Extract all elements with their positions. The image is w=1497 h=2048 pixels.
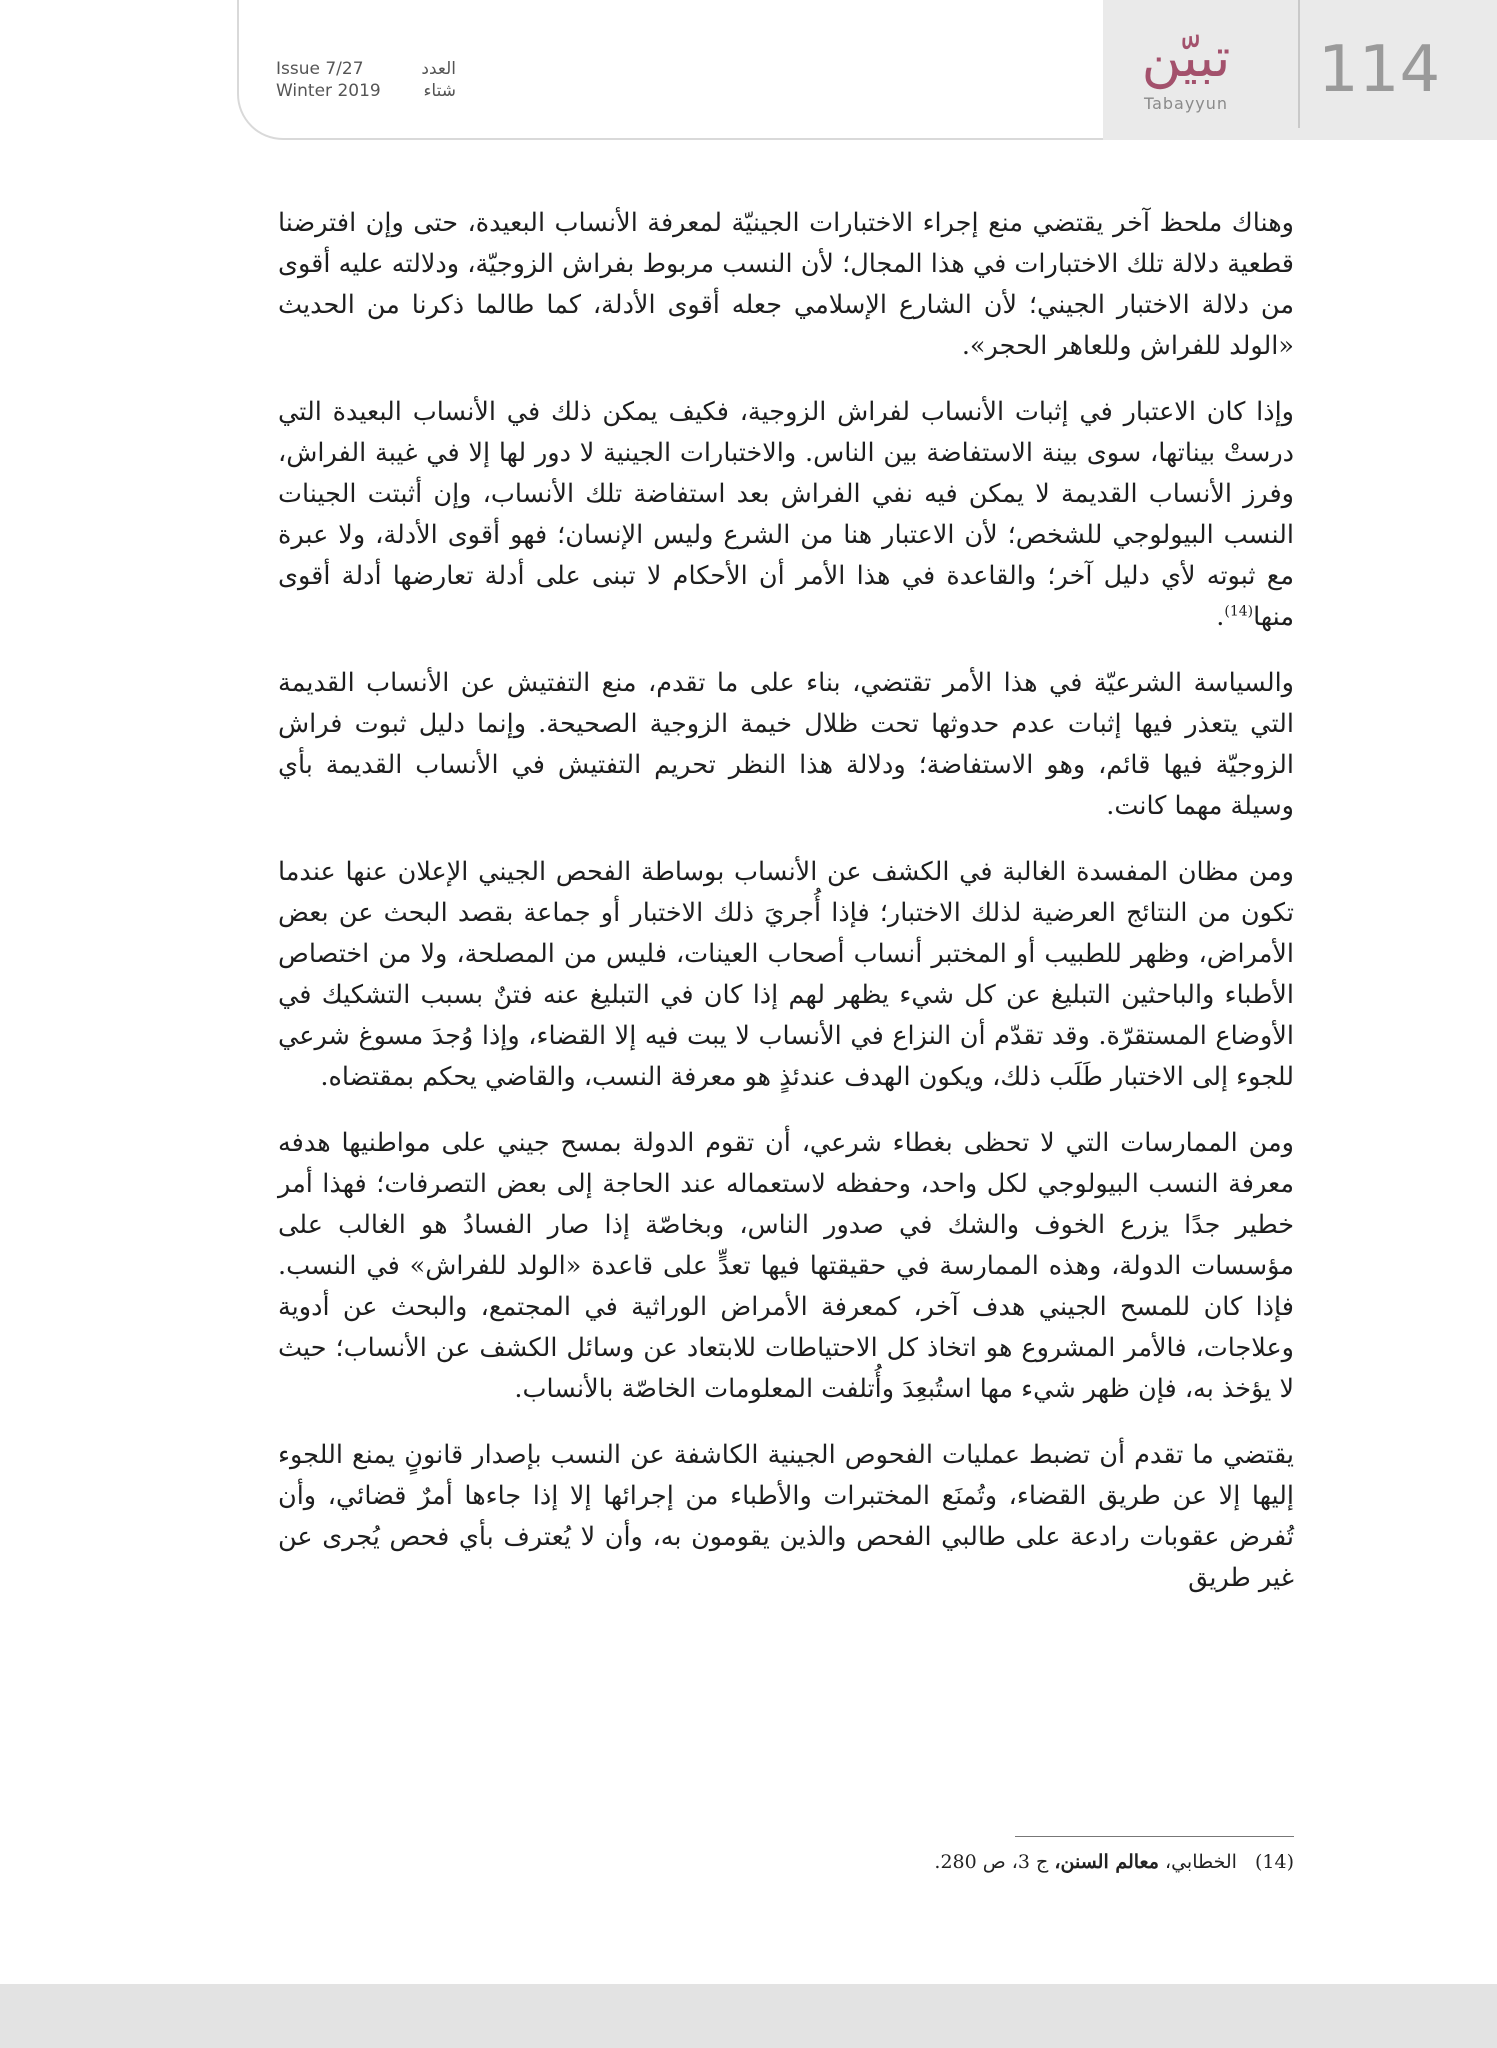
- footnote-ref[interactable]: (14): [1224, 603, 1254, 620]
- journal-logo: تبيّن: [1141, 26, 1231, 89]
- footnote-details: ج 3، ص 280.: [934, 1851, 1049, 1873]
- paragraph: والسياسة الشرعيّة في هذا الأمر تقتضي، بناء على ما تقدم، منع التفتيش عن الأنساب القديمة التي يتعذر فيها إثبات عدم حدوثها تحت ظلال خيمة الزوجية الصحيحة. وإنما دليل ثبوت فراش الزوجيّة فيها قائم، وهو الاستفاضة؛ ودلالة هذا النظر تحريم التفتيش في الأنساب القديمة بأي وسيلة مهما كانت.: [278, 668, 1294, 821]
- issue-info: [276, 58, 456, 102]
- paragraph: وهناك ملحظ آخر يقتضي منع إجراء الاختبارات الجينيّة لمعرفة الأنساب البعيدة، حتى وإن افترضنا قطعية دلالة تلك الاختبارات في هذا المجال؛ لأن النسب مربوط بفراش الزوجيّة، ودلالته عليه أقوى من دلالة الاختبار الجيني؛ لأن الشارع الإسلامي جعله أقوى الأدلة، كما طالما ذكرنا من الحديث «الولد للفراش وللعاهر الحجر».: [278, 208, 1294, 361]
- paragraph: ومن الممارسات التي لا تحظى بغطاء شرعي، أن تقوم الدولة بمسح جيني على مواطنيها هدفه معرفة النسب البيولوجي لكل واحد، وحفظه لاستعماله عند الحاجة إلى بعض التصرفات؛ فهذا أمر خطير جدًا يزرع الخوف والشك في صدور الناس، وبخاصّة إذا صار الفسادُ هو الغالب على مؤسسات الدولة، وهذه الممارسة في حقيقتها فيها تعدٍّ على قاعدة «الولد للفراش» في النسب. فإذا كان للمسح الجيني هدف آخر، كمعرفة الأمراض الوراثية في المجتمع، والبحث عن أدوية وعلاجات، فالأمر المشروع هو اتخاذ كل الاحتياطات للابتعاد عن وسائل الكشف عن الأنساب؛ حيث لا يؤخذ به، فإن ظهر شيء مها استُبعِدَ وأُتلفت المعلومات الخاصّة بالأنساب.: [278, 1128, 1294, 1404]
- page-number: 114: [1318, 33, 1441, 107]
- paragraph: ومن مظان المفسدة الغالبة في الكشف عن الأنساب بوساطة الفحص الجيني الإعلان عنها عندما تكون من النتائج العرضية لذلك الاختبار؛ فإذا أُجريَ ذلك الاختبار أو جماعة بقصد البحث عن بعض الأمراض، وظهر للطبيب أو المختبر أنساب أصحاب العينات، فليس من المصلحة، ولا من اختصاص الأطباء والباحثين التبليغ عن كل شيء يظهر لهم إذا كان في التبليغ عنه فتنٌ بسبب التشكيك في الأوضاع المستقرّة. وقد تقدّم أن النزاع في الأنساب لا يبت فيه إلا القضاء، وإذا وُجدَ مسوغ شرعي للجوء إلى الاختبار طَلَب ذلك، ويكون الهدف عندئذٍ هو معرفة النسب، والقاضي يحكم بمقتضاه.: [278, 857, 1294, 1092]
- season-label-ar: شتاء: [423, 81, 456, 101]
- footnote-divider: [1015, 1836, 1294, 1837]
- paragraph: وإذا كان الاعتبار في إثبات الأنساب لفراش الزوجية، فكيف يمكن ذلك في الأنساب البعيدة التي درستْ بيناتها، سوى بينة الاستفاضة بين الناس. والاختبارات الجينية لا دور لها إلا في غيبة الفراش، وفرز الأنساب القديمة لا يمكن فيه نفي الفراش بعد استفاضة تلك الأنساب، وإن أثبتت الجينات النسب البيولوجي للشخص؛ لأن الاعتبار هنا من الشرع وليس الإنسان؛ فهو أقوى الأدلة، ولا عبرة مع ثبوته لأي دليل آخر؛ والقاعدة في هذا الأمر أن الأحكام لا تبنى على أدلة تعارضها أدلة أقوى منها$^{(14)}$.: [278, 397, 1294, 632]
- journal-logo-latin: Tabayyun: [1143, 94, 1229, 113]
- paragraph: يقتضي ما تقدم أن تضبط عمليات الفحوص الجينية الكاشفة عن النسب بإصدار قانونٍ يمنع اللجوء إليها إلا عن طريق القضاء، وتُمنَع المختبرات والأطباء من إجرائها إلا إذا جاءها أمرٌ قضائي، وأن تُفرض عقوبات رادعة على طالبي الفحص والذين يقومون به، وأن لا يُعترف بأي فحص يُجرى عن غير طريق: [278, 1440, 1294, 1593]
- footnote: [700, 1847, 1294, 1877]
- issue-label-ar: العدد: [421, 59, 456, 79]
- footnote-author: الخطابي،: [1164, 1851, 1237, 1873]
- page-bottom-band: [0, 1984, 1497, 2048]
- article-body: [278, 203, 1294, 1599]
- footnote-number: (14): [1254, 1851, 1294, 1873]
- season-label-en: Winter 2019: [276, 81, 381, 101]
- footnote-title: معالم السنن،: [1054, 1851, 1159, 1873]
- header-divider: [1298, 0, 1300, 128]
- issue-label-en: Issue 7/27: [276, 59, 364, 79]
